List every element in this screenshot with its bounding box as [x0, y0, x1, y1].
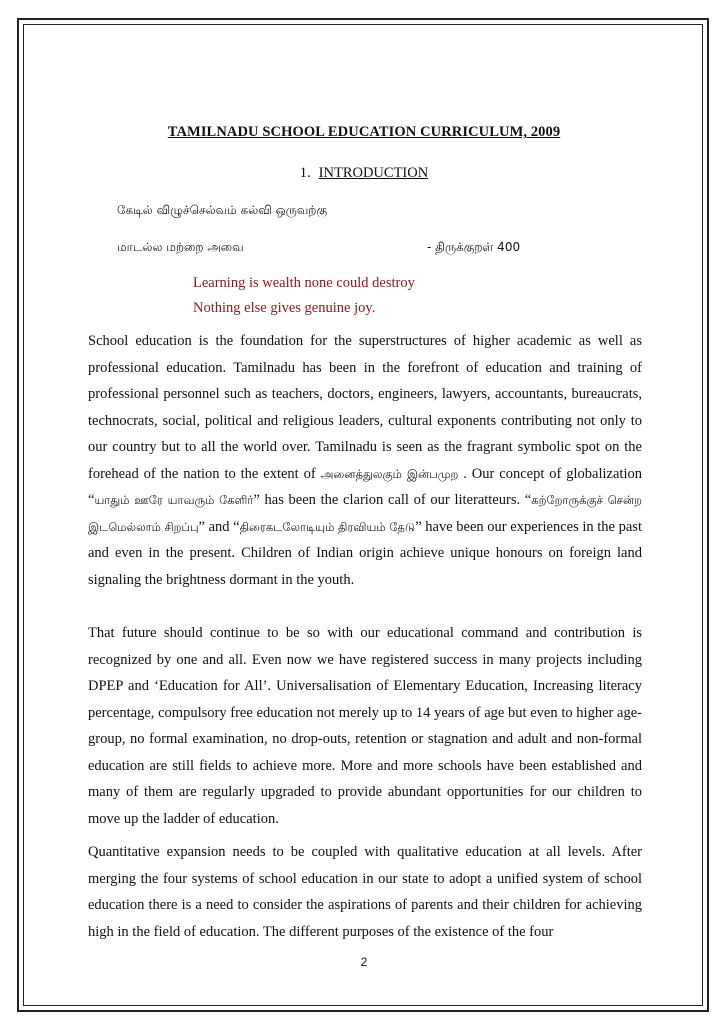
document-title: TAMILNADU SCHOOL EDUCATION CURRICULUM, 2009 — [167, 124, 561, 140]
section-title: INTRODUCTION — [318, 165, 429, 181]
paragraph-1-tamil-phrase-2: யாதும் ஊரே யாவரும் கேளிர் — [94, 493, 254, 507]
paragraph-1-tamil-phrase-4: திரைகடலோடியும் திரவியம் தேடு — [239, 519, 416, 534]
section-number: 1. — [299, 165, 311, 181]
page-number: 2 — [360, 955, 368, 969]
paragraph-1-text-e: ” have been our experiences in the past and even in the present. Children of Indian origin achieve unique honours on foreign land signaling the brightness dormant in the youth. — [88, 518, 642, 588]
kural-line-1: கேடில் விழுச்செல்வம் கல்வி ஒருவற்கு — [117, 203, 328, 217]
paragraph-1-tamil-phrase-3: கற்றோருக்குச் சென்ற இடமெல்லாம் சிறப்பு — [88, 493, 643, 534]
kural-source: - திருக்குறள் 400 — [427, 240, 521, 254]
kural-line-2: மாடல்ல மற்றை அவை — [117, 240, 244, 254]
paragraph-3: Quantitative expansion needs to be coupled with qualitative education at all levels. After merging the four systems of school education in our state to adopt a unified system of school education there is a need to consider the aspirations of parents and their children for achieving high in the field of education. The different purposes of the existence of the four — [88, 844, 642, 940]
section-heading — [0, 165, 728, 182]
paragraph-1-text-b: . Our concept of globalization “ — [88, 465, 642, 508]
translation-line-1: Learning is wealth none could destroy — [193, 275, 415, 291]
paragraph-1-text-c: ” has been the clarion call of our literatteurs. “ — [253, 492, 532, 508]
paragraph-1 — [88, 328, 642, 593]
paragraph-1-tamil-phrase-1: அனைத்துலகும் இன்பமுற — [320, 466, 459, 481]
paragraph-1-text-d: ” and “ — [198, 518, 240, 535]
paragraph-2: That future should continue to be so with our educational command and contribution is recognized by one and all. Even now we have registered success in many projects including DPEP and ‘Education for All’. Universalisation of Elementary Education, Increasing literacy percentage, compulsory free education not merely up to 14 years of age but even to higher age-group, no formal examination, no drop-outs, retention or stagnation and adult and non-formal education are still fields to achieve more. More and more schools have been established and many of them are regularly upgraded to provide abundant opportunities for our children to move up the ladder of education. — [88, 625, 642, 827]
translation-line-2: Nothing else gives genuine joy. — [193, 300, 376, 316]
paragraph-1-text-a: School education is the foundation for the superstructures of higher academic as well as professional education. Tamilnadu has been in the forefront of education and training of professional personnel such as teachers, doctors, engineers, lawyers, accountants, bureaucrats, technocrats, social, political and religious leaders, cultural exponents contributing not only to our country but to all the world over. Tamilnadu is seen as the fragrant symbolic spot on the forehead of the nation to the extent of — [88, 333, 642, 482]
